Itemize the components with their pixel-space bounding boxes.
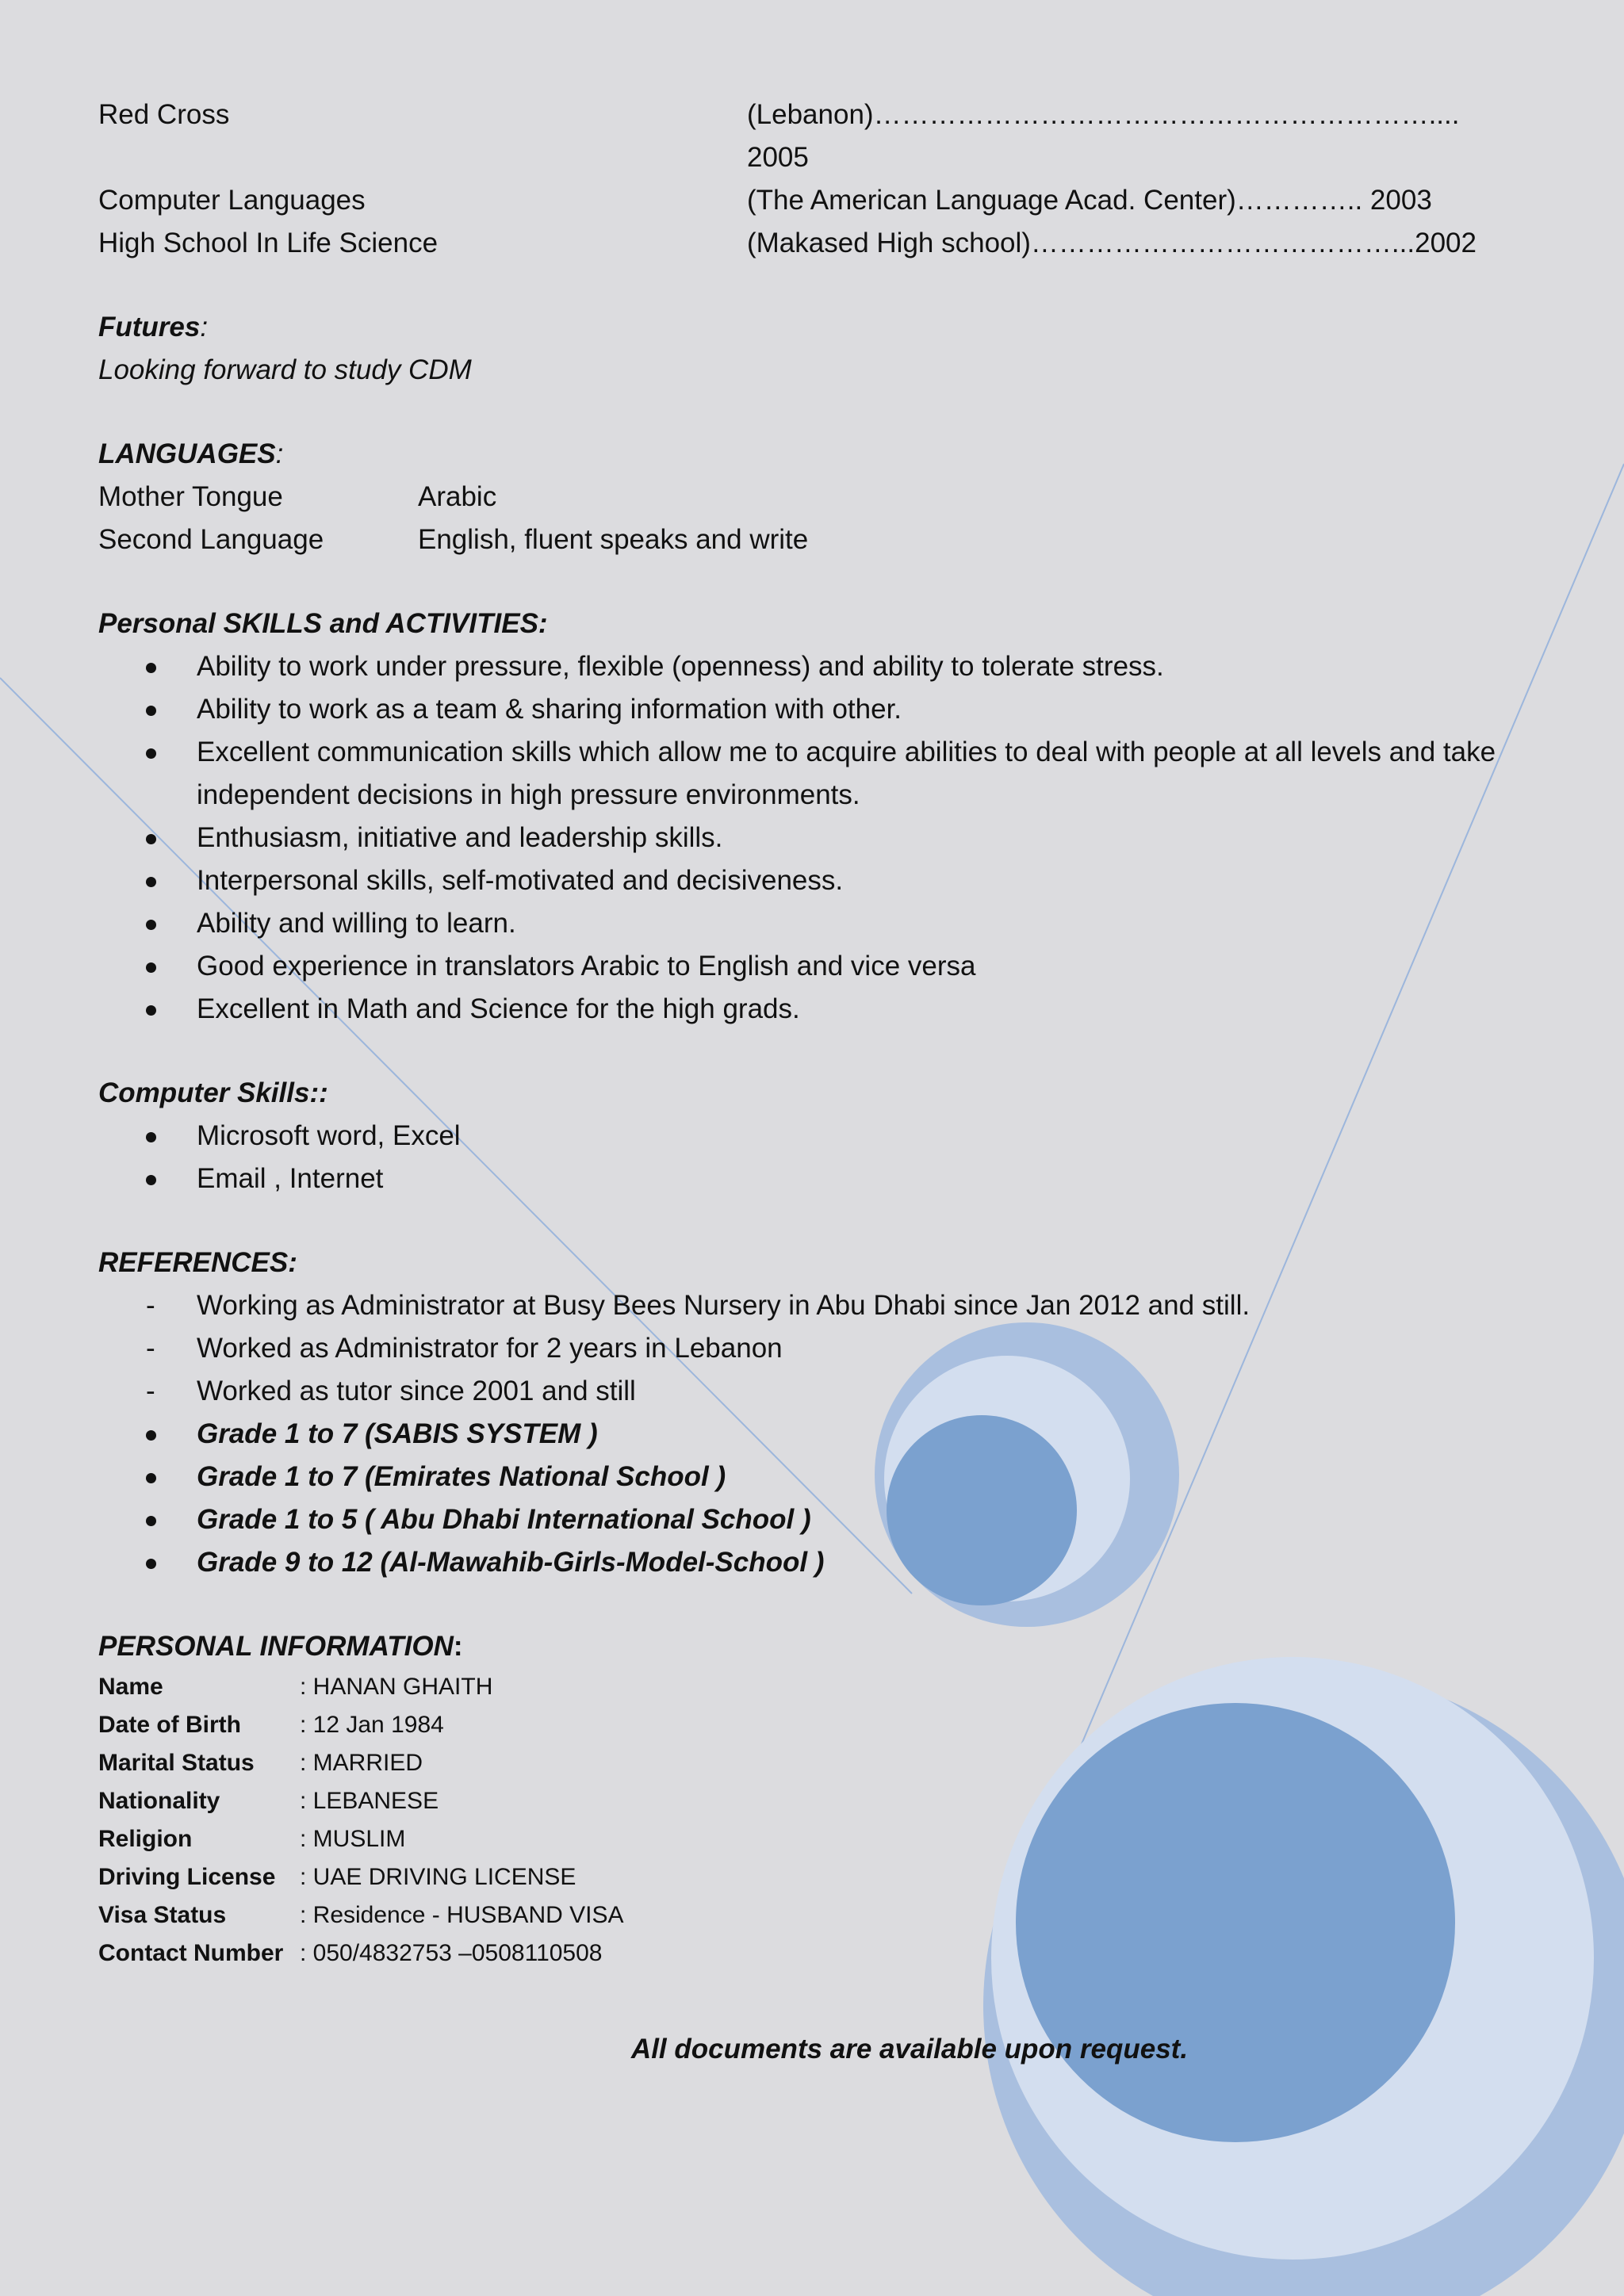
personal-info-label: Marital Status — [98, 1750, 255, 1776]
personal-info-heading-colon: : — [453, 1631, 463, 1662]
personal-info-value: : MARRIED — [300, 1750, 423, 1776]
futures-section — [98, 306, 1526, 392]
futures-heading-colon: : — [200, 312, 209, 342]
grade-text: Grade 1 to 7 (Emirates National School ) — [197, 1461, 726, 1492]
list-item — [98, 988, 1592, 1031]
reference-text: Worked as tutor since 2001 and still — [197, 1376, 636, 1406]
personal-info-row — [98, 1668, 1526, 1706]
languages-heading-colon: : — [275, 438, 284, 469]
computer-skills-section — [98, 1072, 1526, 1200]
personal-info-label: Name — [98, 1674, 163, 1700]
personal-info-value: : 12 Jan 1984 — [300, 1712, 444, 1738]
list-item — [98, 1413, 1592, 1456]
computer-skills-list — [98, 1115, 1526, 1200]
skill-text: Excellent in Math and Science for the high grads. — [197, 993, 800, 1024]
education-section — [98, 94, 1526, 265]
languages-heading-text: LANGUAGES — [98, 438, 276, 469]
resume-content — [98, 94, 1526, 2071]
skills-section — [98, 603, 1526, 1031]
skills-list — [98, 645, 1526, 1031]
references-list — [98, 1284, 1526, 1584]
list-item — [98, 902, 1592, 945]
list-item — [98, 1541, 1592, 1584]
personal-info-row — [98, 1706, 1526, 1744]
closing-text: All documents are available upon request. — [630, 2034, 1189, 2064]
skill-text: Excellent communication skills which allow me to acquire abilities to deal with people at all levels and take independent decisions in high pressure environments. — [197, 737, 1496, 810]
dash-icon: - — [146, 1333, 155, 1364]
education-name: Red Cross — [98, 99, 230, 130]
futures-heading — [98, 306, 1526, 349]
computer-skill-text: Microsoft word, Excel — [197, 1120, 461, 1151]
languages-section — [98, 433, 1526, 561]
personal-info-value: : 050/4832753 –0508110508 — [300, 1940, 603, 1966]
skill-text: Enthusiasm, initiative and leadership skills. — [197, 822, 723, 853]
list-item — [98, 1456, 1592, 1498]
list-item — [98, 945, 1592, 988]
personal-info-label: Contact Number — [98, 1940, 284, 1966]
personal-info-value: : MUSLIM — [300, 1826, 406, 1852]
personal-info-table — [98, 1668, 1526, 1973]
education-name: High School In Life Science — [98, 228, 439, 258]
references-section — [98, 1242, 1526, 1584]
skill-text: Ability to work as a team & sharing information with other. — [197, 694, 902, 725]
list-item — [98, 1115, 1592, 1158]
personal-info-label: Religion — [98, 1826, 193, 1852]
grade-text: Grade 1 to 7 (SABIS SYSTEM ) — [197, 1418, 598, 1449]
list-item — [98, 1498, 1592, 1541]
futures-text: Looking forward to study CDM — [98, 354, 472, 385]
personal-info-section — [98, 1625, 1526, 1973]
list-item — [98, 645, 1592, 688]
education-name: Computer Languages — [98, 185, 366, 216]
grade-text: Grade 1 to 5 ( Abu Dhabi International School ) — [197, 1504, 811, 1535]
language-label: Mother Tongue — [98, 481, 283, 512]
computer-skills-heading: Computer Skills:: — [98, 1077, 328, 1108]
personal-info-value: : UAE DRIVING LICENSE — [300, 1864, 576, 1890]
education-detail: (The American Language Acad. Center)………….. 2003 — [747, 185, 1432, 216]
personal-info-row — [98, 1820, 1526, 1858]
language-value: Arabic — [418, 481, 497, 512]
list-item — [98, 688, 1592, 731]
personal-info-row — [98, 1896, 1526, 1934]
education-row — [98, 94, 1526, 179]
dash-icon: - — [146, 1290, 155, 1321]
reference-text: Working as Administrator at Busy Bees Nursery in Abu Dhabi since Jan 2012 and still. — [197, 1290, 1251, 1321]
personal-info-value: : LEBANESE — [300, 1788, 439, 1814]
skills-heading: Personal SKILLS and ACTIVITIES: — [98, 608, 548, 639]
education-detail: (Lebanon)…………………………………………………….... 2005 — [747, 99, 1460, 173]
grade-text: Grade 9 to 12 (Al-Mawahib-Girls-Model-School ) — [197, 1547, 825, 1578]
languages-heading — [98, 433, 1526, 476]
reference-text: Worked as Administrator for 2 years in Lebanon — [197, 1333, 783, 1364]
futures-heading-text: Futures — [98, 312, 201, 342]
computer-skill-text: Email , Internet — [197, 1163, 384, 1194]
language-label: Second Language — [98, 524, 324, 555]
personal-info-label: Date of Birth — [98, 1712, 241, 1738]
personal-info-label: Nationality — [98, 1788, 220, 1814]
list-item — [98, 731, 1592, 817]
list-item — [98, 817, 1592, 859]
list-item — [98, 859, 1592, 902]
education-row — [98, 179, 1526, 222]
language-value: English, fluent speaks and write — [418, 524, 809, 555]
personal-info-heading-text: PERSONAL INFORMATION — [98, 1631, 454, 1662]
personal-info-label: Visa Status — [98, 1902, 227, 1928]
closing-note — [0, 2028, 1522, 2071]
language-row — [98, 519, 1526, 561]
education-row — [98, 222, 1526, 265]
list-item — [98, 1284, 1592, 1327]
personal-info-row — [98, 1744, 1526, 1782]
skill-text: Ability and willing to learn. — [197, 908, 516, 939]
skill-text: Ability to work under pressure, flexible (openness) and ability to tolerate stress. — [197, 651, 1164, 682]
education-detail: (Makased High school)…………………………………...2002 — [747, 228, 1477, 258]
personal-info-row — [98, 1782, 1526, 1820]
personal-info-value: : Residence - HUSBAND VISA — [300, 1902, 624, 1928]
skill-text: Interpersonal skills, self-motivated and decisiveness. — [197, 865, 844, 896]
skill-text: Good experience in translators Arabic to English and vice versa — [197, 951, 976, 982]
dash-icon: - — [146, 1376, 155, 1406]
list-item — [98, 1370, 1592, 1413]
personal-info-label: Driving License — [98, 1864, 276, 1890]
personal-info-value: : HANAN GHAITH — [300, 1674, 493, 1700]
personal-info-row — [98, 1858, 1526, 1896]
personal-info-row — [98, 1934, 1526, 1973]
language-row — [98, 476, 1526, 519]
personal-info-heading — [98, 1625, 1526, 1668]
list-item — [98, 1327, 1592, 1370]
references-heading: REFERENCES: — [98, 1247, 297, 1278]
list-item — [98, 1158, 1592, 1200]
